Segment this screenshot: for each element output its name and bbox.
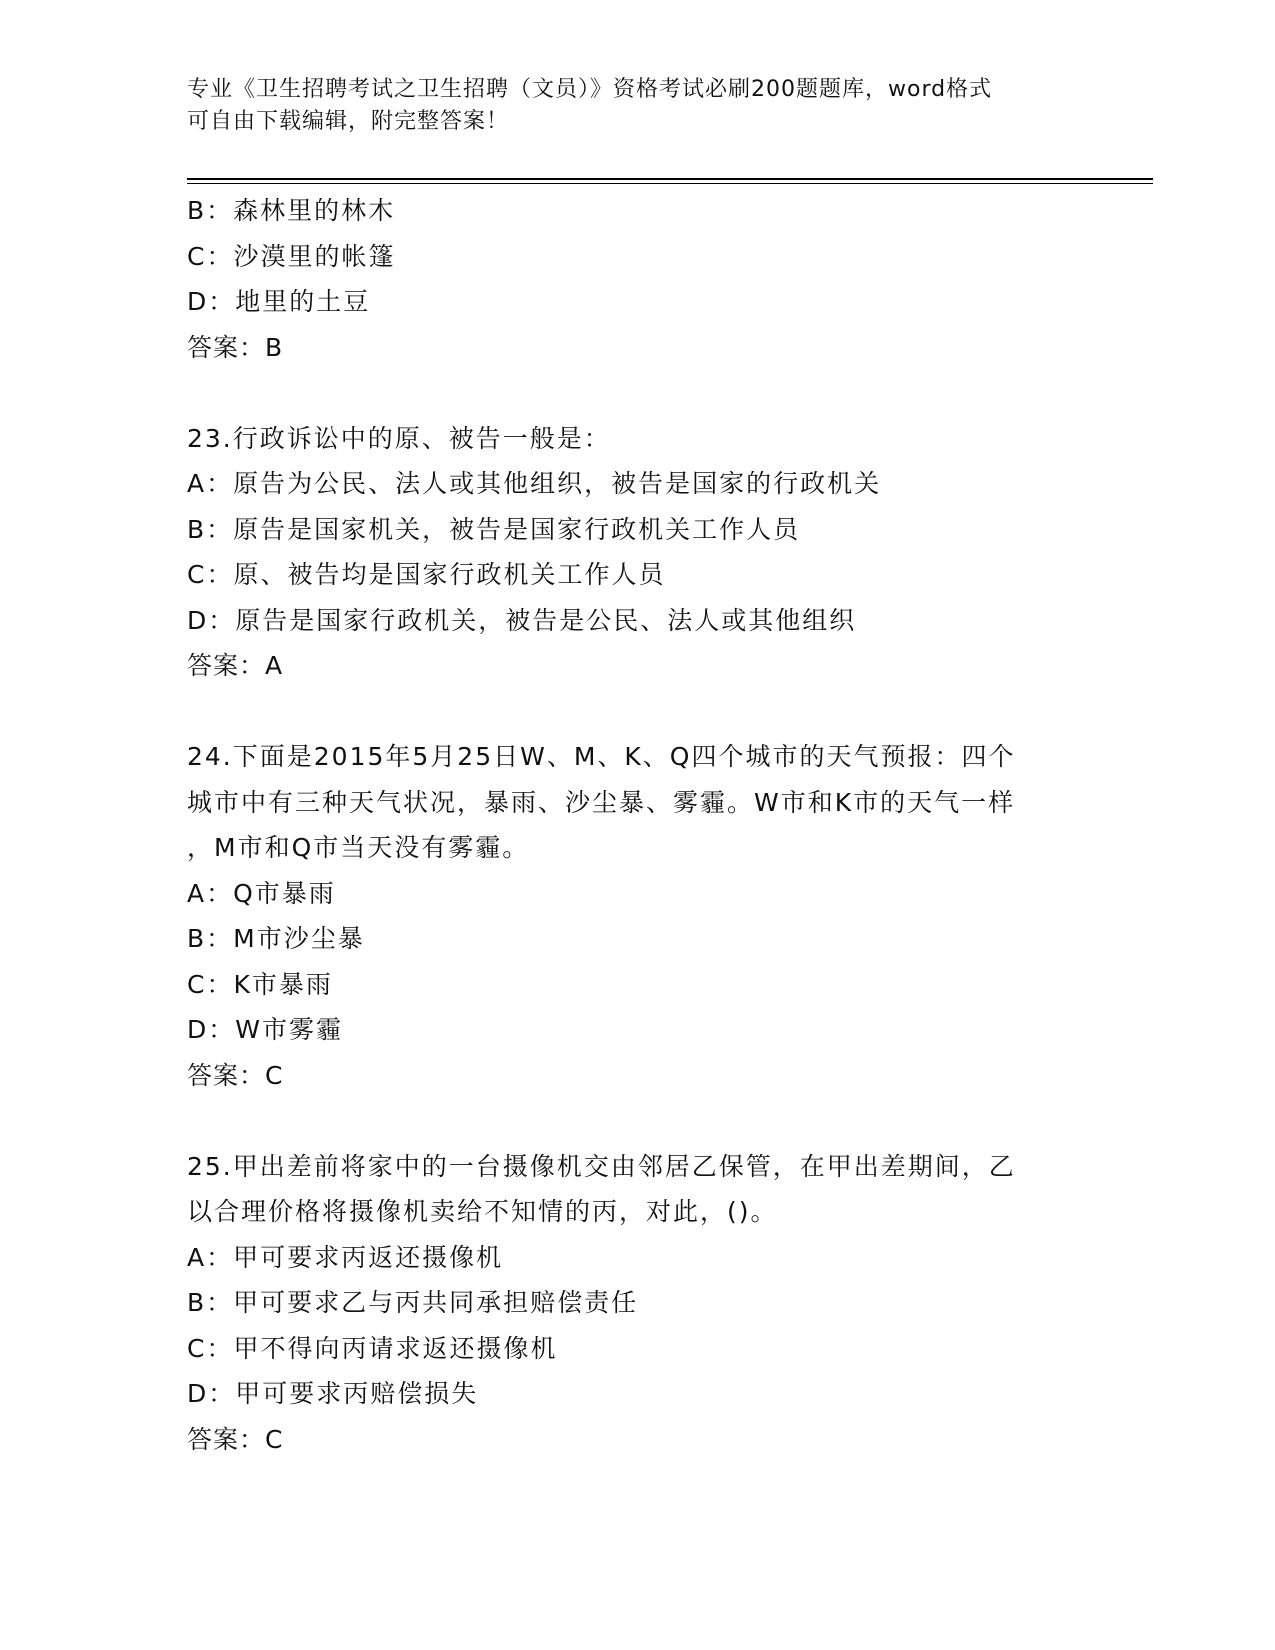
option-a: A：Q市暴雨 (187, 878, 336, 908)
question-stem-line-3: ，M市和Q市当天没有雾霾。 (187, 833, 530, 862)
option-d: D：地里的土豆 (187, 287, 371, 316)
answer: 答案：C (187, 1060, 284, 1090)
question-stem-line-2: 以合理价格将摄像机卖给不知情的丙，对此，()。 (187, 1197, 778, 1226)
question-23 (187, 416, 1087, 689)
option-b: B：森林里的林木 (187, 196, 396, 225)
option-a: A：甲可要求丙返还摄像机 (187, 1242, 504, 1272)
answer: 答案：C (187, 1424, 284, 1454)
document-header (187, 74, 1067, 138)
header-divider-thick (187, 178, 1153, 180)
option-d: D：甲可要求丙赔偿损失 (187, 1379, 479, 1408)
header-line-2: 可自由下载编辑，附完整答案！ (187, 109, 510, 134)
question-24 (187, 734, 1087, 1098)
option-b: B：M市沙尘暴 (187, 924, 365, 953)
question-stem: 23.行政诉讼中的原、被告一般是： (187, 423, 611, 453)
option-c: C：甲不得向丙请求返还摄像机 (187, 1333, 558, 1363)
question-22 (187, 188, 1087, 370)
option-c: C：原、被告均是国家行政机关工作人员 (187, 560, 666, 589)
option-b: B：原告是国家机关，被告是国家行政机关工作人员 (187, 514, 801, 544)
option-d: D：原告是国家行政机关，被告是公民、法人或其他组织 (187, 605, 857, 635)
question-stem-line-2: 城市中有三种天气状况，暴雨、沙尘暴、雾霾。W市和K市的天气一样 (187, 787, 1016, 817)
question-list (187, 188, 1087, 1462)
answer: 答案：B (187, 332, 284, 362)
question-stem-line-1: 25.甲出差前将家中的一台摄像机交由邻居乙保管，在甲出差期间，乙 (187, 1151, 1016, 1181)
option-c: C：K市暴雨 (187, 969, 333, 999)
option-a: A：原告为公民、法人或其他组织，被告是国家的行政机关 (187, 469, 882, 498)
option-b: B：甲可要求乙与丙共同承担赔偿责任 (187, 1288, 639, 1317)
question-stem-line-1: 24.下面是2015年5月25日W、M、K、Q四个城市的天气预报：四个 (187, 742, 1016, 771)
option-c: C：沙漠里的帐篷 (187, 241, 396, 271)
option-d: D：W市雾霾 (187, 1015, 343, 1044)
header-line-1: 专业《卫生招聘考试之卫生招聘（文员）》资格考试必刷200题题库，word格式 (187, 77, 993, 102)
question-25 (187, 1144, 1087, 1463)
header-divider-thin (187, 183, 1153, 184)
spacer (187, 689, 1087, 735)
spacer (187, 1098, 1087, 1144)
spacer (187, 370, 1087, 416)
answer: 答案：A (187, 651, 284, 680)
